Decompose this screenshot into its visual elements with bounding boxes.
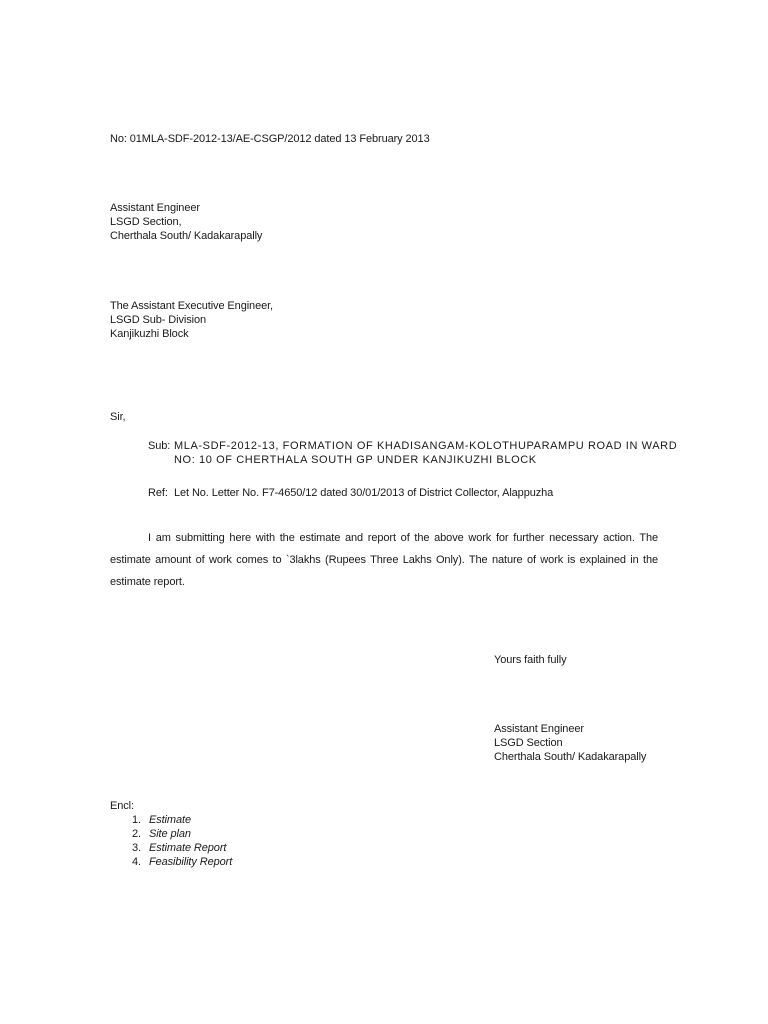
enclosure-number: 1. [132, 814, 141, 826]
salutation-text: Sir, [110, 411, 126, 423]
signature-line: Assistant Engineer [494, 723, 584, 735]
enclosures-heading [110, 799, 134, 813]
list-item [132, 841, 232, 855]
sender-address [110, 201, 262, 243]
enclosures-heading-text: Encl: [110, 800, 134, 812]
enclosure-number: 4. [132, 856, 141, 868]
closing-text: Yours faith fully [494, 654, 567, 666]
recipient-line: Kanjikuzhi Block [110, 328, 189, 340]
subject-text: MLA-SDF-2012-13, FORMATION OF KHADISANGAM-KOLOTHUPARAMPU ROAD IN WARD NO: 10 OF CHERTHALA SOUTH GP UNDER KANJIKUZHI BLOCK [174, 440, 678, 466]
closing [494, 653, 567, 667]
recipient-address [110, 299, 273, 341]
signature-line: LSGD Section [494, 737, 563, 749]
enclosure-number: 2. [132, 828, 141, 840]
sender-line: Cherthala South/ Kadakarapally [110, 230, 263, 242]
enclosure-number: 3. [132, 842, 141, 854]
recipient-line: The Assistant Executive Engineer, [110, 300, 274, 312]
list-item [132, 813, 232, 827]
reference-text: Let No. Letter No. F7-4650/12 dated 30/01/2013 of District Collector, Alappuzha [174, 487, 554, 499]
list-item [132, 827, 232, 841]
signature-block [494, 722, 646, 764]
reference-number-line [110, 132, 430, 146]
enclosure-text: Feasibility Report [148, 856, 233, 868]
enclosure-text: Site plan [148, 828, 191, 840]
sender-line: Assistant Engineer [110, 202, 200, 214]
signature-line: Cherthala South/ Kadakarapally [494, 751, 647, 763]
enclosures-list [132, 813, 232, 869]
enclosure-text: Estimate Report [148, 842, 227, 854]
enclosure-text: Estimate [148, 814, 191, 826]
reference-number-text: No: 01MLA-SDF-2012-13/AE-CSGP/2012 dated 13 February 2013 [110, 133, 430, 145]
subject-label: Sub: [148, 440, 171, 452]
recipient-line: LSGD Sub- Division [110, 314, 207, 326]
sender-line: LSGD Section, [110, 216, 182, 228]
reference-label: Ref: [148, 487, 168, 499]
list-item [132, 855, 232, 869]
letter-body: I am submitting here with the estimate and report of the above work for further necessary action. The estimate amount of work comes to `3lakhs (Rupees Three Lakhs Only). The nature of work is explained in the estimate report. [110, 532, 658, 588]
salutation [110, 410, 126, 424]
